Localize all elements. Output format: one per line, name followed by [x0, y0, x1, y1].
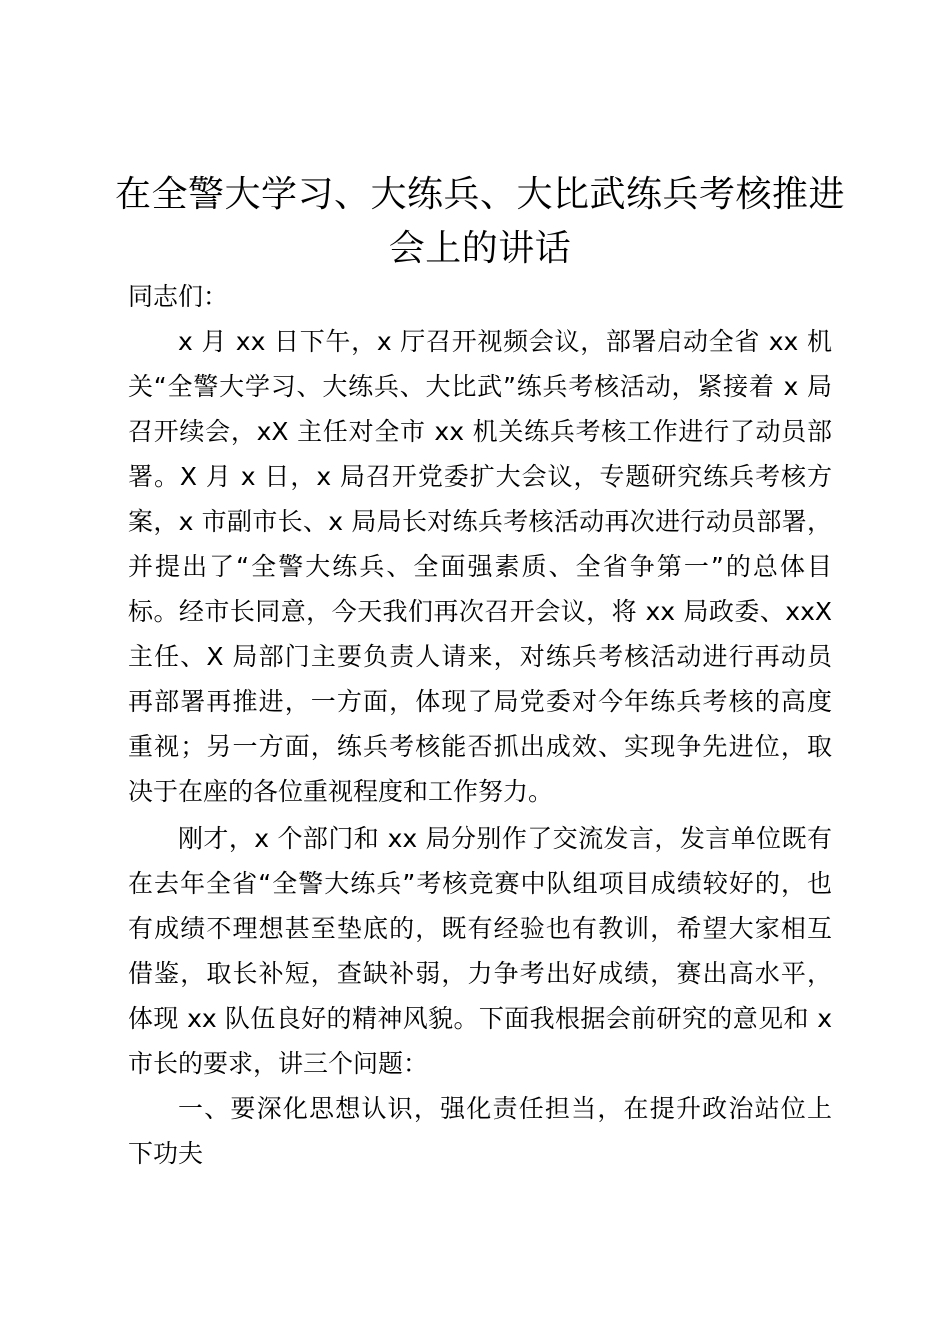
body-line: 体现 xx 队伍良好的精神风貌。下面我根据会前研究的意见和 x — [128, 1004, 832, 1033]
greeting: 同志们： — [128, 282, 229, 311]
body-line: x 月 xx 日下午，x 厅召开视频会议，部署启动全省 xx 机 — [178, 327, 832, 356]
body-line: 重视；另一方面，练兵考核能否抓出成效、实现争先进位，取 — [128, 732, 832, 761]
body-line: 并提出了“全警大练兵、全面强素质、全省争第一”的总体目 — [128, 552, 832, 581]
body-line: 市长的要求，讲三个问题： — [128, 1049, 429, 1078]
title-line-2: 会上的讲话 — [388, 228, 572, 269]
section-heading-line: 下功夫 — [128, 1139, 204, 1168]
body-line: 刚才，x 个部门和 xx 局分别作了交流发言，发言单位既有 — [178, 824, 832, 853]
document-title — [110, 168, 850, 276]
body-line: 决于在座的各位重视程度和工作努力。 — [128, 777, 554, 806]
body-line: 召开续会，xX 主任对全市 xx 机关练兵考核工作进行了动员部 — [128, 417, 832, 446]
title-line-1: 在全警大学习、大练兵、大比武练兵考核推进 — [114, 174, 845, 215]
body-line: 再部署再推进，一方面，体现了局党委对今年练兵考核的高度 — [128, 687, 832, 716]
body-line: 关“全警大学习、大练兵、大比武”练兵考核活动，紧接着 x 局 — [128, 372, 832, 401]
body-line: 有成绩不理想甚至垫底的，既有经验也有教训，希望大家相互 — [128, 914, 832, 943]
body-line: 借鉴，取长补短，查缺补弱，力争考出好成绩，赛出高水平， — [128, 959, 832, 988]
section-heading-line: 一、要深化思想认识，强化责任担当，在提升政治站位上 — [178, 1094, 832, 1123]
body-line: 署。X 月 x 日，x 局召开党委扩大会议，专题研究练兵考核方 — [128, 462, 832, 491]
body-line: 案，x 市副市长、x 局局长对练兵考核活动再次进行动员部署， — [128, 507, 832, 536]
body-line: 标。经市长同意，今天我们再次召开会议，将 xx 局政委、xxX — [128, 597, 832, 626]
body-line: 主任、X 局部门主要负责人请来，对练兵考核活动进行再动员 — [128, 642, 832, 671]
body-line: 在去年全省“全警大练兵”考核竞赛中队组项目成绩较好的，也 — [128, 869, 832, 898]
